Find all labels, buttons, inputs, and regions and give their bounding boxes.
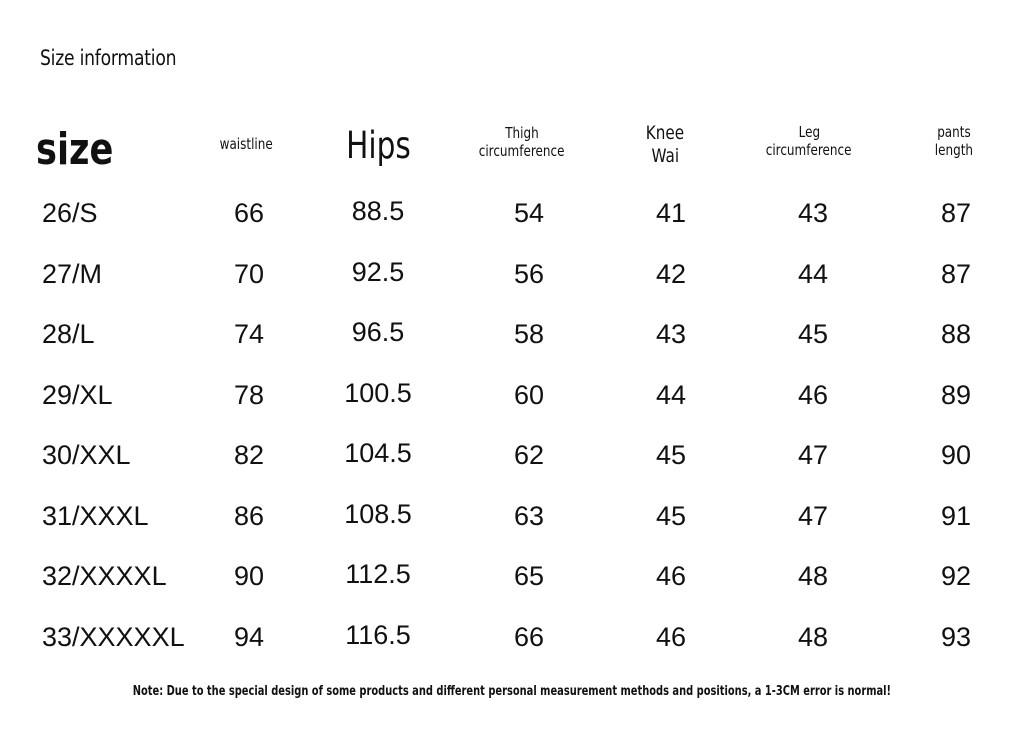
table-row: [0, 561, 1024, 601]
header-knee: [630, 122, 700, 168]
cell-knee: 43: [655, 319, 687, 349]
table-row: [0, 377, 1024, 420]
cell-hips: 92.5: [351, 256, 405, 287]
cell-waistline: 78: [233, 379, 265, 410]
cell-waistline: 70: [233, 258, 265, 289]
header-leg: [749, 123, 869, 159]
cell-hips: 88.5: [351, 196, 405, 226]
cell-hips: 116.5: [345, 619, 411, 650]
cell-knee: 46: [655, 621, 687, 652]
cell-size: 32/XXXXL: [42, 561, 167, 591]
table-row: [0, 319, 1024, 359]
table-row: [0, 498, 1024, 541]
cell-leg: 47: [797, 500, 829, 531]
header-thigh-line1: Thigh: [505, 124, 539, 142]
header-pants-line2: length: [934, 141, 974, 159]
cell-thigh: 54: [513, 198, 545, 228]
page-title: Size information: [40, 46, 177, 70]
table-row: [0, 619, 1024, 662]
cell-leg: 47: [797, 440, 829, 470]
table-row: [0, 256, 1024, 299]
cell-thigh: 58: [513, 319, 545, 349]
cell-leg: 44: [797, 258, 829, 289]
cell-pants: 93: [940, 621, 972, 652]
cell-hips: 104.5: [344, 438, 412, 468]
cell-waistline: 74: [233, 319, 265, 349]
cell-pants: 91: [940, 500, 972, 531]
cell-hips: 108.5: [344, 498, 412, 529]
cell-hips: 96.5: [351, 317, 405, 347]
header-pants-line1: pants: [937, 123, 971, 141]
header-knee-line1: Knee: [645, 122, 685, 144]
header-waistline: waistline: [219, 135, 273, 153]
cell-waistline: 66: [233, 198, 265, 228]
cell-knee: 45: [655, 440, 687, 470]
cell-leg: 48: [797, 621, 829, 652]
cell-size: 27/M: [42, 258, 103, 289]
cell-thigh: 65: [513, 561, 545, 591]
cell-knee: 42: [655, 258, 687, 289]
measurement-note: Note: Due to the special design of some products and different personal measurement methods and positions, a 1-3CM error is normal!: [132, 684, 892, 699]
cell-knee: 44: [655, 379, 687, 410]
cell-pants: 92: [940, 561, 972, 591]
cell-size: 31/XXXL: [42, 500, 149, 531]
cell-thigh: 63: [513, 500, 545, 531]
cell-knee: 45: [655, 500, 687, 531]
table-row: [0, 198, 1024, 238]
cell-hips: 100.5: [344, 377, 412, 408]
header-pants: [919, 123, 989, 159]
cell-thigh: 66: [513, 621, 545, 652]
cell-leg: 48: [797, 561, 829, 591]
header-hips: Hips: [345, 124, 411, 167]
table-row: [0, 440, 1024, 480]
cell-hips: 112.5: [345, 559, 411, 589]
cell-pants: 90: [940, 440, 972, 470]
cell-size: 30/XXL: [42, 440, 131, 470]
cell-waistline: 90: [233, 561, 265, 591]
cell-thigh: 62: [513, 440, 545, 470]
cell-knee: 46: [655, 561, 687, 591]
header-knee-line2: Wai: [651, 144, 679, 167]
cell-size: 28/L: [42, 319, 95, 349]
cell-pants: 87: [940, 198, 972, 228]
cell-pants: 89: [940, 379, 972, 410]
header-thigh: [462, 124, 582, 160]
cell-waistline: 86: [233, 500, 265, 531]
cell-thigh: 56: [513, 258, 545, 289]
cell-waistline: 82: [233, 440, 265, 470]
cell-size: 29/XL: [42, 379, 113, 410]
cell-size: 26/S: [42, 198, 98, 228]
cell-thigh: 60: [513, 379, 545, 410]
header-leg-line1: Leg: [798, 123, 820, 141]
header-size: size: [36, 124, 114, 175]
cell-knee: 41: [655, 198, 687, 228]
cell-leg: 45: [797, 319, 829, 349]
cell-size: 33/XXXXXL: [42, 621, 185, 652]
cell-leg: 46: [797, 379, 829, 410]
header-leg-line2: circumference: [766, 141, 852, 159]
cell-pants: 87: [940, 258, 972, 289]
cell-waistline: 94: [233, 621, 265, 652]
cell-pants: 88: [940, 319, 972, 349]
header-thigh-line2: circumference: [479, 142, 565, 160]
cell-leg: 43: [797, 198, 829, 228]
